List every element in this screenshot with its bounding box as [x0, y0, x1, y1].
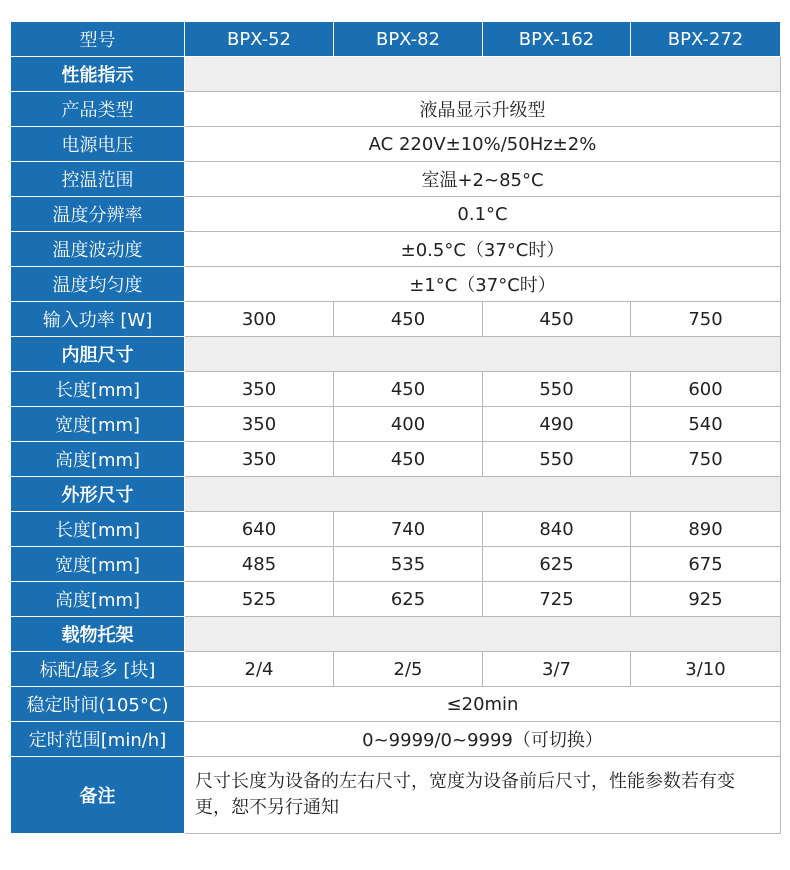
- cell: 550: [483, 442, 631, 477]
- cell: 625: [483, 547, 631, 582]
- cell: 890: [631, 512, 781, 547]
- cell: 750: [631, 442, 781, 477]
- row-label: 电源电压: [11, 127, 185, 162]
- table-row: [11, 302, 781, 337]
- note-label: 备注: [11, 757, 185, 834]
- cell: 450: [483, 302, 631, 337]
- row-label: 稳定时间(105°C): [11, 687, 185, 722]
- table-row: [11, 232, 781, 267]
- row-value: ≤20min: [185, 687, 781, 722]
- row-value: AC 220V±10%/50Hz±2%: [185, 127, 781, 162]
- header-row: [11, 22, 781, 57]
- row-label: 温度分辨率: [11, 197, 185, 232]
- row-label: 温度均匀度: [11, 267, 185, 302]
- cell: 750: [631, 302, 781, 337]
- section-fill: [185, 617, 781, 652]
- cell: 2/5: [334, 652, 483, 687]
- section-fill: [185, 477, 781, 512]
- model-name: BPX-162: [483, 22, 631, 57]
- section-row: [11, 337, 781, 372]
- row-label: 高度[mm]: [11, 582, 185, 617]
- cell: 490: [483, 407, 631, 442]
- table-row: [11, 722, 781, 757]
- cell: 740: [334, 512, 483, 547]
- row-value: 液晶显示升级型: [185, 92, 781, 127]
- row-label: 温度波动度: [11, 232, 185, 267]
- table-row: [11, 92, 781, 127]
- cell: 525: [185, 582, 334, 617]
- cell: 925: [631, 582, 781, 617]
- row-label: 标配/最多 [块]: [11, 652, 185, 687]
- cell: 3/7: [483, 652, 631, 687]
- row-label: 输入功率 [W]: [11, 302, 185, 337]
- section-fill: [185, 337, 781, 372]
- row-label: 长度[mm]: [11, 512, 185, 547]
- table-row: [11, 687, 781, 722]
- table-row: [11, 512, 781, 547]
- cell: 485: [185, 547, 334, 582]
- table-row: [11, 267, 781, 302]
- cell: 350: [185, 372, 334, 407]
- section-row: [11, 477, 781, 512]
- spec-table: [10, 21, 781, 834]
- section-inner: 内胆尺寸: [11, 337, 185, 372]
- cell: 625: [334, 582, 483, 617]
- cell: 640: [185, 512, 334, 547]
- table-row: [11, 162, 781, 197]
- model-name: BPX-52: [185, 22, 334, 57]
- row-value: 0.1°C: [185, 197, 781, 232]
- cell: 725: [483, 582, 631, 617]
- cell: 540: [631, 407, 781, 442]
- row-value: ±1°C（37°C时）: [185, 267, 781, 302]
- row-label: 宽度[mm]: [11, 547, 185, 582]
- cell: 450: [334, 372, 483, 407]
- row-label: 长度[mm]: [11, 372, 185, 407]
- row-value: ±0.5°C（37°C时）: [185, 232, 781, 267]
- row-label: 宽度[mm]: [11, 407, 185, 442]
- cell: 400: [334, 407, 483, 442]
- model-label: 型号: [11, 22, 185, 57]
- section-row: [11, 617, 781, 652]
- section-fill: [185, 57, 781, 92]
- model-name: BPX-272: [631, 22, 781, 57]
- cell: 450: [334, 442, 483, 477]
- note-row: [11, 757, 781, 834]
- cell: 450: [334, 302, 483, 337]
- model-name: BPX-82: [334, 22, 483, 57]
- row-label: 定时范围[min/h]: [11, 722, 185, 757]
- cell: 600: [631, 372, 781, 407]
- row-label: 高度[mm]: [11, 442, 185, 477]
- note-text: 尺寸长度为设备的左右尺寸，宽度为设备前后尺寸，性能参数若有变更，恕不另行通知: [185, 757, 781, 834]
- table-row: [11, 652, 781, 687]
- table-row: [11, 547, 781, 582]
- row-label: 产品类型: [11, 92, 185, 127]
- section-performance: 性能指示: [11, 57, 185, 92]
- table-row: [11, 582, 781, 617]
- section-outer: 外形尺寸: [11, 477, 185, 512]
- table-row: [11, 372, 781, 407]
- table-row: [11, 127, 781, 162]
- cell: 840: [483, 512, 631, 547]
- table-row: [11, 442, 781, 477]
- cell: 350: [185, 407, 334, 442]
- row-value: 0~9999/0~9999（可切换）: [185, 722, 781, 757]
- cell: 300: [185, 302, 334, 337]
- section-shelf: 载物托架: [11, 617, 185, 652]
- cell: 350: [185, 442, 334, 477]
- cell: 2/4: [185, 652, 334, 687]
- row-value: 室温+2~85°C: [185, 162, 781, 197]
- cell: 535: [334, 547, 483, 582]
- cell: 675: [631, 547, 781, 582]
- row-label: 控温范围: [11, 162, 185, 197]
- cell: 550: [483, 372, 631, 407]
- section-row: [11, 57, 781, 92]
- table-row: [11, 407, 781, 442]
- table-row: [11, 197, 781, 232]
- cell: 3/10: [631, 652, 781, 687]
